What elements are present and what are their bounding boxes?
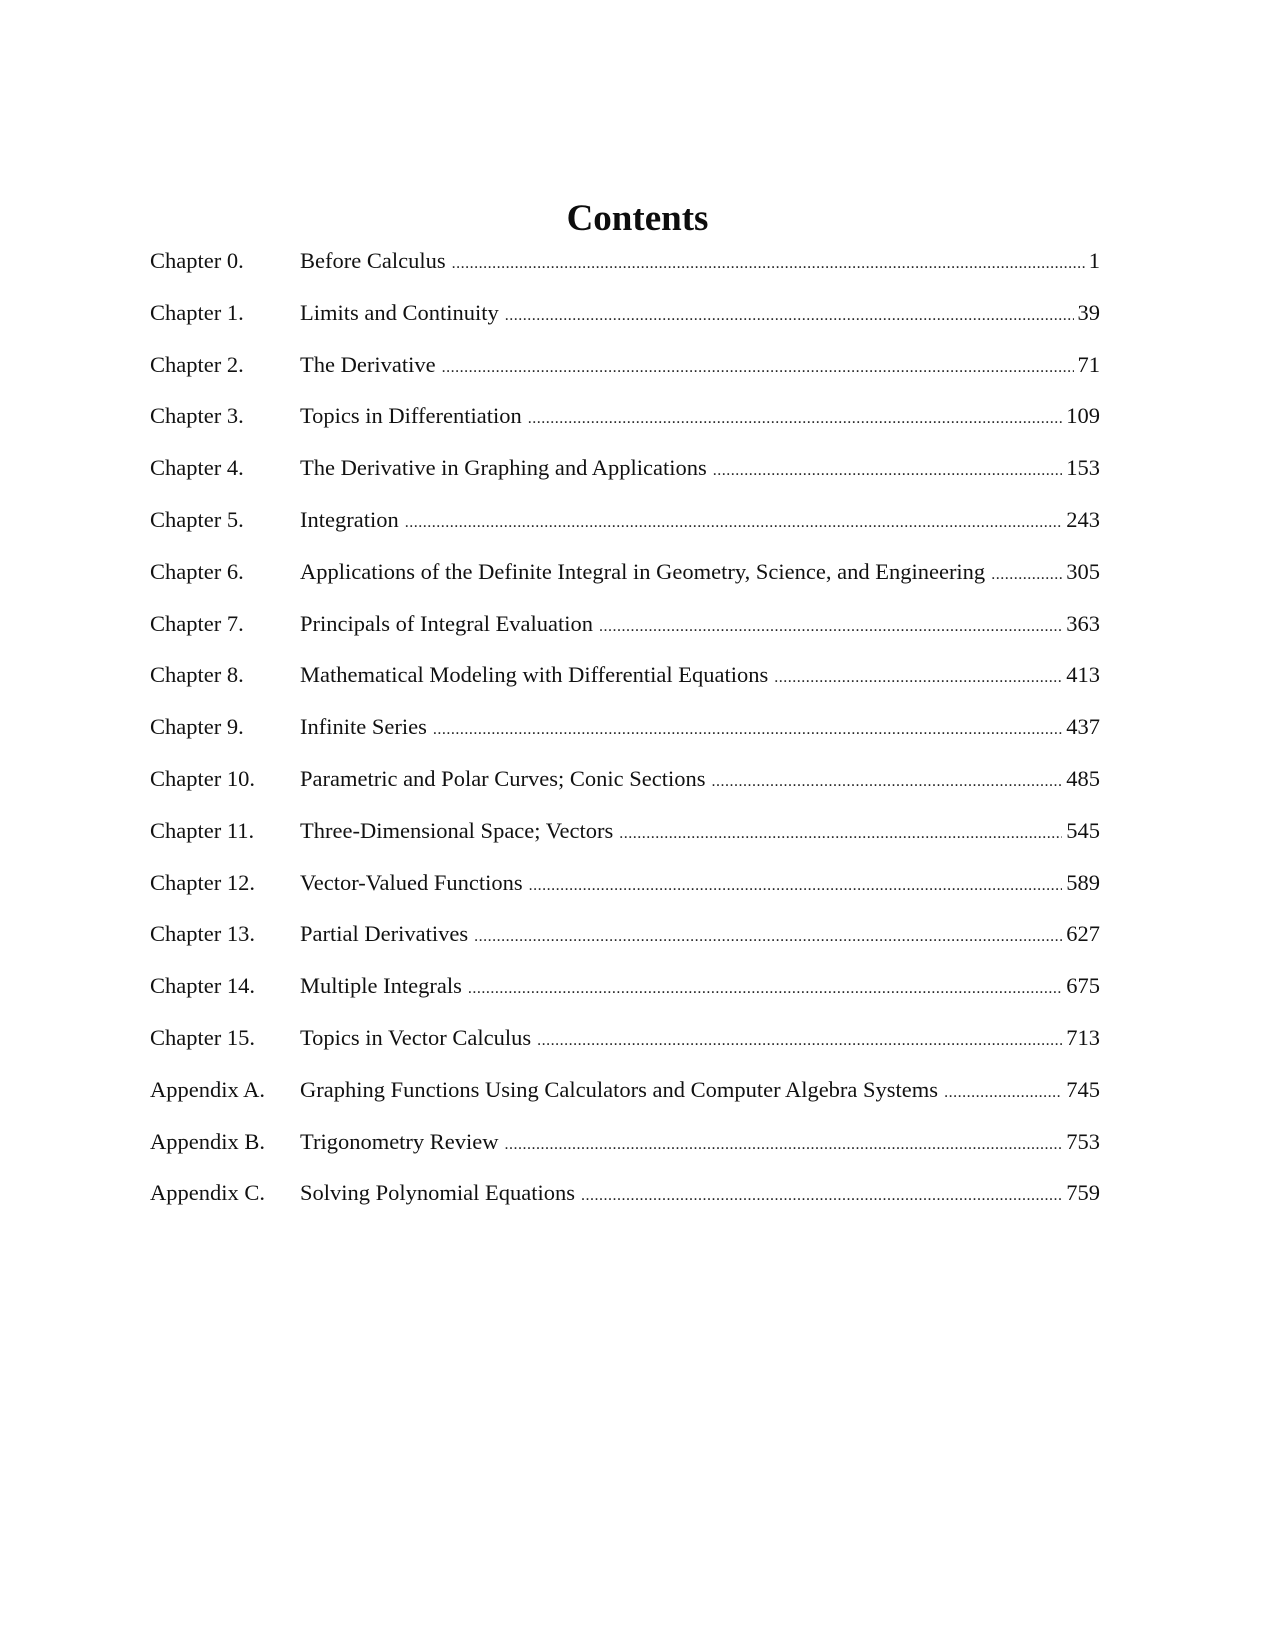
toc-entry — [150, 557, 1100, 609]
toc-entry-page-number: 109 — [1066, 403, 1100, 429]
toc-entry-label: Chapter 15. — [150, 1024, 255, 1050]
dot-leader — [505, 1130, 1063, 1160]
toc-entry-title: Graphing Functions Using Calculators and Computer Algebra Systems — [300, 1076, 939, 1102]
toc-entry-line — [300, 764, 1100, 797]
toc-entry-page-number: 153 — [1066, 455, 1100, 481]
page-title: Contents — [566, 198, 709, 239]
toc-entry-title: Mathematical Modeling with Differential Equations — [300, 662, 769, 688]
dot-leader — [529, 871, 1063, 901]
dot-leader — [712, 767, 1063, 797]
toc-entry-page-number: 437 — [1066, 714, 1100, 740]
toc-entry-page-number: 413 — [1066, 662, 1100, 688]
toc-entry-title: Limits and Continuity — [300, 299, 499, 325]
toc-entry-title: Principals of Integral Evaluation — [300, 610, 594, 636]
toc-entry — [150, 609, 1100, 661]
toc-entry-page-number: 1 — [1088, 248, 1100, 273]
toc-entry-line — [300, 816, 1100, 849]
toc-entry-line — [300, 557, 1100, 590]
toc-entry-title: Topics in Differentiation — [300, 403, 522, 429]
toc-entry-page-number: 485 — [1066, 765, 1100, 791]
dot-leader — [474, 922, 1062, 952]
toc-entry-title: Trigonometry Review — [300, 1128, 499, 1154]
toc-entry — [150, 505, 1100, 557]
toc-entry — [150, 246, 1100, 298]
dot-leader — [537, 1026, 1062, 1056]
toc-entry-title: Applications of the Definite Integral in Geometry, Science, and Engineering — [300, 558, 986, 584]
toc-entry-page-number: 71 — [1077, 351, 1100, 377]
toc-entry — [150, 298, 1100, 350]
toc-entry-page-number: 589 — [1066, 869, 1100, 895]
toc-entry — [150, 1127, 1100, 1179]
toc-entry — [150, 1178, 1100, 1230]
toc-entry-title: The Derivative — [300, 351, 436, 377]
dot-leader — [944, 1078, 1062, 1108]
toc-entry-page-number: 675 — [1066, 973, 1100, 999]
toc-entry — [150, 453, 1100, 505]
toc-entry-label: Chapter 9. — [150, 714, 244, 740]
toc-entry-label: Chapter 5. — [150, 506, 244, 532]
dot-leader — [528, 404, 1063, 434]
toc-entry-label: Chapter 2. — [150, 351, 244, 377]
toc-entry-title: Infinite Series — [300, 714, 427, 740]
toc-entry-title: Integration — [300, 506, 399, 532]
toc-entry-label: Chapter 4. — [150, 455, 244, 481]
toc-entry-label: Chapter 6. — [150, 558, 244, 584]
toc-entry-line — [300, 609, 1100, 642]
toc-entry-line — [300, 1075, 1100, 1108]
toc-entry-line — [300, 712, 1100, 745]
dot-leader — [619, 819, 1062, 849]
toc-entry-line — [300, 660, 1100, 693]
toc-entry-title: Topics in Vector Calculus — [300, 1024, 532, 1050]
toc-entry-line — [300, 453, 1100, 486]
toc-entry-line — [300, 919, 1100, 952]
toc-entry-line — [300, 1023, 1100, 1056]
dot-leader — [713, 456, 1062, 486]
toc-entry-label: Appendix C. — [150, 1180, 265, 1206]
toc-entry — [150, 1023, 1100, 1075]
toc-entry-label: Chapter 13. — [150, 921, 255, 947]
dot-leader — [991, 560, 1062, 590]
toc-entry-title: Multiple Integrals — [300, 973, 462, 999]
dot-leader — [442, 353, 1074, 383]
toc-entry-label: Chapter 11. — [150, 817, 255, 843]
toc-entry — [150, 1075, 1100, 1127]
toc-entry-page-number: 759 — [1066, 1180, 1100, 1206]
dot-leader — [452, 249, 1085, 279]
toc-entry — [150, 401, 1100, 453]
dot-leader — [405, 508, 1063, 538]
toc-entry-title: Before Calculus — [300, 248, 446, 273]
toc-entry-page-number: 713 — [1066, 1024, 1100, 1050]
toc-entry-label: Chapter 14. — [150, 973, 255, 999]
toc-entry-line — [300, 1127, 1100, 1160]
toc-entry-page-number: 39 — [1077, 299, 1100, 325]
toc-entry — [150, 868, 1100, 920]
toc-entry-title: Vector-Valued Functions — [300, 869, 523, 895]
toc-entry-label: Chapter 3. — [150, 403, 244, 429]
dot-leader — [599, 612, 1062, 642]
toc-entry-label: Chapter 12. — [150, 869, 255, 895]
dot-leader — [505, 301, 1074, 331]
toc-entry-page-number: 745 — [1066, 1076, 1100, 1102]
toc-entry-line — [300, 350, 1100, 383]
toc-entry-page-number: 753 — [1066, 1128, 1100, 1154]
toc-entry-label: Chapter 8. — [150, 662, 244, 688]
toc-entry-page-number: 305 — [1066, 558, 1100, 584]
toc-entry-label: Appendix B. — [150, 1128, 265, 1154]
toc-entry-line — [300, 971, 1100, 1004]
toc-entry-line — [300, 1178, 1100, 1211]
toc-entry-line — [300, 505, 1100, 538]
dot-leader — [468, 974, 1062, 1004]
toc-entry — [150, 712, 1100, 764]
toc-entry-page-number: 363 — [1066, 610, 1100, 636]
toc-entry — [150, 660, 1100, 712]
toc-entry-label: Chapter 1. — [150, 299, 244, 325]
toc-entry-line — [300, 298, 1100, 331]
toc-entry-label: Appendix A. — [150, 1076, 265, 1102]
toc-entry-page-number: 243 — [1066, 506, 1100, 532]
toc-entry-title: Parametric and Polar Curves; Conic Sections — [300, 765, 706, 791]
toc-entry-line — [300, 246, 1100, 279]
toc-entry-line — [300, 868, 1100, 901]
dot-leader — [774, 663, 1062, 693]
dot-leader — [433, 715, 1062, 745]
toc-entry — [150, 816, 1100, 868]
toc-entry — [150, 919, 1100, 971]
toc-entry-label: Chapter 7. — [150, 610, 244, 636]
toc-entry-title: Solving Polynomial Equations — [300, 1180, 576, 1206]
dot-leader — [581, 1181, 1062, 1211]
toc-entry-label: Chapter 10. — [150, 765, 255, 791]
table-of-contents — [150, 246, 1100, 1230]
toc-entry — [150, 350, 1100, 402]
toc-entry — [150, 764, 1100, 816]
toc-entry-title: Three-Dimensional Space; Vectors — [300, 817, 614, 843]
toc-entry-title: Partial Derivatives — [300, 921, 469, 947]
toc-entry-page-number: 545 — [1066, 817, 1100, 843]
toc-entry-title: The Derivative in Graphing and Applications — [300, 455, 707, 481]
toc-entry — [150, 971, 1100, 1023]
toc-entry-line — [300, 401, 1100, 434]
toc-entry-label: Chapter 0. — [150, 248, 244, 273]
toc-entry-page-number: 627 — [1066, 921, 1100, 947]
